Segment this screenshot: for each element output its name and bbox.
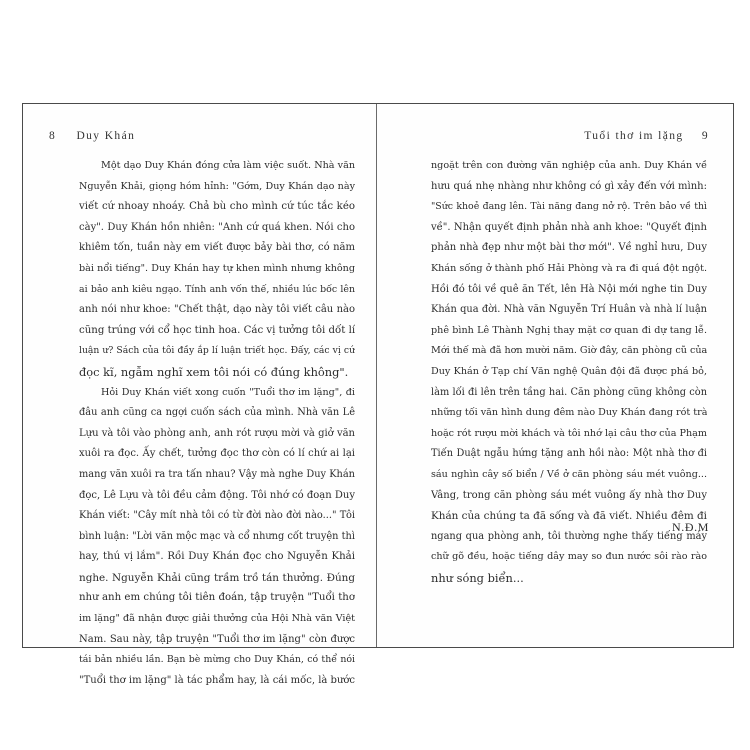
- text-line: như anh em chúng tôi tiên đoán, tập truyện "Tuổi thơ: [79, 592, 355, 604]
- text-line: Một dạo Duy Khán đóng cửa làm việc suốt. Nhà văn: [101, 160, 355, 171]
- text-line: im lặng" đã nhận được giải thưởng của Hội Nhà văn Việt: [79, 613, 355, 625]
- text-line: Lựu và tôi vào phòng anh, anh rót rượu mời và giở văn: [79, 427, 355, 439]
- text-line: ngang qua phòng anh, tôi thường nghe thấy tiếng máy: [431, 530, 707, 542]
- text-line: phê bình Lê Thành Nghị thay mặt cơ quan đi dự tang lễ.: [431, 324, 707, 336]
- author-signature: N.Đ.M: [671, 520, 709, 534]
- text-line: sáu nghìn cây số biển / Về ở căn phòng sáu mét vuông...: [431, 468, 707, 480]
- text-line: xuôi ra đọc. Ấy chết, tưởng đọc thơ còn có lí chứ ai lại: [79, 448, 355, 460]
- text-line: Khán của chúng ta đã sống và đã viết. Nhiều đêm đi: [431, 510, 707, 523]
- left-running-header: [49, 130, 135, 142]
- text-line: đâu anh cũng ca ngợi cuốn sách của mình. Nhà văn Lê: [79, 407, 355, 419]
- text-line: Hỏi Duy Khán viết xong cuốn "Tuổi thơ im lặng", đi: [101, 386, 355, 398]
- text-line: Khán sống ở thành phố Hải Phòng và ra đi quá đột ngột.: [431, 262, 707, 274]
- text-line: như sóng biển...: [431, 570, 524, 585]
- left-running-head: Duy Khán: [76, 130, 136, 142]
- right-page-body: [431, 156, 707, 588]
- text-line: "Tuổi thơ im lặng" là tác phẩm hay, là cái mốc, là bước: [79, 674, 355, 686]
- text-line: Mới thế mà đã hơn mười năm. Giờ đây, căn phòng cũ của: [431, 345, 707, 357]
- text-line: hay, thú vị lắm". Rồi Duy Khán đọc cho Nguyễn Khải: [79, 551, 355, 563]
- left-page: [23, 104, 376, 686]
- text-line: về". Nhận quyết định phản nhà anh khoe: "Quyết định: [431, 221, 707, 233]
- text-line: khiêm tốn, tuần này em viết được bảy bài thơ, có năm: [79, 242, 355, 254]
- text-line: tái bản nhiều lần. Bạn bè mừng cho Duy Khán, có thể nói: [79, 654, 355, 666]
- text-line: bài nổi tiếng". Duy Khán hay tự khen mình nhưng không: [79, 262, 355, 274]
- text-line: nghe. Nguyễn Khải cũng trầm trồ tán thưởng. Đúng: [79, 571, 355, 584]
- text-line: cũng trúng với cổ học tinh hoa. Các vị tưởng tôi dốt lí: [79, 324, 355, 336]
- text-line: viết cứ nhoay nhoáy. Chả bù cho mình cứ túc tắc kéo: [79, 201, 355, 213]
- text-line: Khán qua đời. Nhà văn Nguyễn Trí Huân và nhà lí luận: [431, 304, 707, 316]
- text-line: hưu quá nhẹ nhàng như không có gì xảy đến với mình:: [431, 180, 707, 192]
- text-line: chữ gõ đều, hoặc tiếng dây may so đun nước sôi rào rào: [431, 551, 707, 563]
- text-line: bình luận: "Lời văn mộc mạc và cổ nhưng cốt truyện thì: [79, 530, 355, 542]
- right-page-number: 9: [701, 130, 709, 142]
- open-book-spread: [22, 103, 734, 686]
- left-page-number: 8: [49, 130, 57, 142]
- text-line: Nguyễn Khải, giọng hóm hỉnh: "Gớm, Duy Khán dạo này: [79, 180, 355, 192]
- right-page: [377, 104, 733, 647]
- text-line: những tối văn hình dung đêm nào Duy Khán đang rót trà: [431, 407, 707, 419]
- text-line: Nam. Sau này, tập truyện "Tuổi thơ im lặng" còn được: [79, 633, 355, 645]
- text-line: anh nói như khoe: "Chết thật, dạo này tôi viết câu nào: [79, 304, 355, 316]
- text-line: ai bảo anh kiêu ngạo. Tính anh vốn thế, nhiều lúc bốc lên: [79, 283, 355, 295]
- text-line: Duy Khán ở Tạp chí Văn nghệ Quân đội đã được phá bỏ,: [431, 365, 707, 377]
- left-page-body: [79, 156, 355, 691]
- text-line: mang văn xuôi ra tra tấn nhau? Vậy mà nghe Duy Khán: [79, 468, 355, 480]
- text-line: làm lối đi lên trên tầng hai. Căn phòng cũng không còn: [431, 386, 707, 398]
- text-line: ngoặt trên con đường văn nghiệp của anh. Duy Khán về: [431, 160, 707, 171]
- text-line: hoặc rót rượu mời khách và tôi nhớ lại câu thơ của Phạm: [431, 427, 707, 439]
- text-line: Tiến Duật ngẫu hứng tặng anh hồi nào: Một nhà thơ đi: [431, 448, 707, 460]
- text-line: đọc, Lê Lựu và tôi đều cảm động. Tôi nhớ có đoạn Duy: [79, 489, 355, 501]
- text-line: "Sức khoẻ đang lên. Tài năng đang nở rộ. Trên bảo về thì: [431, 201, 707, 213]
- text-line: Vâng, trong căn phòng sáu mét vuông ấy nhà thơ Duy: [431, 489, 707, 501]
- text-line: đọc kĩ, ngẫm nghĩ xem tôi nói có đúng không".: [79, 364, 349, 379]
- text-line: cày". Duy Khán hồn nhiên: "Anh cứ quá khen. Nói cho: [79, 221, 355, 233]
- text-line: luận ư? Sách của tôi đầy ắp lí luận triết học. Đấy, các vị cứ: [79, 345, 355, 357]
- text-line: phản nhà đẹp như một bài thơ mới". Về nghỉ hưu, Duy: [431, 242, 707, 254]
- right-running-header: [584, 130, 709, 142]
- text-line: Khán viết: "Cây mít nhà tôi có từ đời nào đời nào..." Tôi: [79, 510, 355, 522]
- right-running-head: Tuổi thơ im lặng: [584, 130, 684, 142]
- text-line: Hồi đó tôi về quê ăn Tết, lên Hà Nội mới nghe tin Duy: [431, 283, 707, 295]
